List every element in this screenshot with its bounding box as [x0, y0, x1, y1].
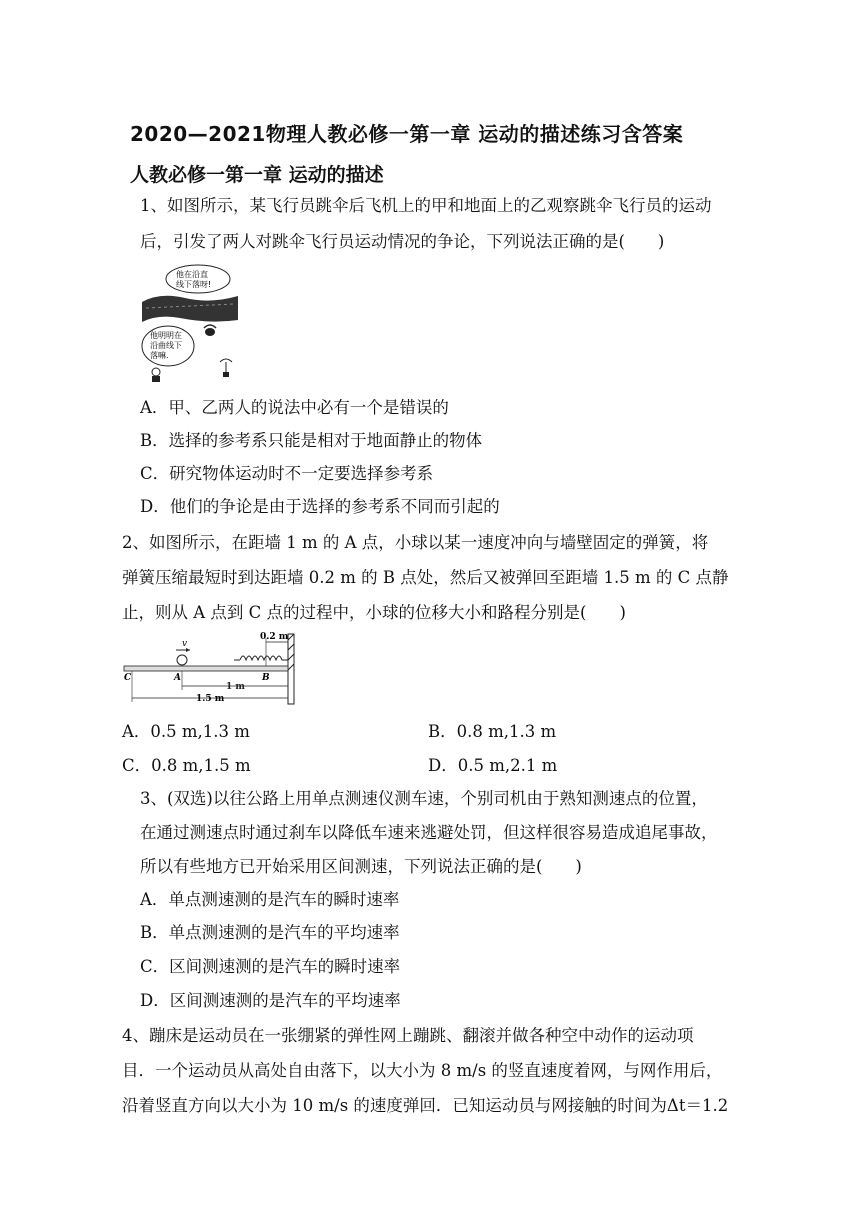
dim-1m-label: 1 m [226, 682, 245, 692]
q1-parachute-figure [140, 262, 240, 384]
bubble-bottom-line-3: 落嘛. [150, 351, 169, 360]
q3-option-a: A．单点测速测的是汽车的瞬时速率 [140, 890, 400, 909]
q1-option-d: D．他们的争论是由于选择的参考系不同而引起的 [140, 497, 500, 516]
bubble-bottom-line-2: 沿曲线下 [150, 341, 182, 350]
q3-stem-line-3: 所以有些地方已开始采用区间测速，下列说法正确的是( ) [140, 857, 582, 876]
q4-stem-line-3: 沿着竖直方向以大小为 10 m/s 的速度弹回．已知运动员与网接触的时间为Δt＝1.2 [122, 1096, 729, 1115]
q1-stem-line-2: 后，引发了两人对跳伞飞行员运动情况的争论，下列说法正确的是( ) [140, 232, 665, 251]
q3-option-c: C．区间测速测的是汽车的瞬时速率 [140, 957, 401, 976]
q2-stem-line-3: 止，则从 A 点到 C 点的过程中，小球的位移大小和路程分别是( ) [122, 603, 626, 622]
q1-option-c: C．研究物体运动时不一定要选择参考系 [140, 464, 434, 483]
q4-stem-line-2: 目．一个运动员从高处自由落下，以大小为 8 m/s 的竖直速度着网，与网作用后， [122, 1061, 723, 1080]
q1-option-b: B．选择的参考系只能是相对于地面静止的物体 [140, 431, 483, 450]
velocity-label: v [182, 639, 188, 649]
q2-stem-line-1: 2、如图所示，在距墙 1 m 的 A 点，小球以某一速度冲向与墙壁固定的弹簧，将 [122, 533, 709, 552]
bubble-top-line-2: 线下落呀! [176, 280, 212, 289]
bubble-bottom-line-1: 他明明在 [150, 331, 182, 340]
q3-stem-line-2: 在通过测速点时通过刹车以降低车速来逃避处罚，但这样很容易造成追尾事故， [140, 823, 718, 842]
q2-option-a: A．0.5 m,1.3 m [122, 722, 250, 741]
q2-option-d: D．0.5 m,2.1 m [428, 756, 558, 775]
dim-02m-label: 0.2 m [260, 632, 289, 642]
q3-option-b: B．单点测速测的是汽车的平均速率 [140, 923, 400, 942]
point-b-label: B [262, 673, 270, 683]
q3-option-d: D．区间测速测的是汽车的平均速率 [140, 991, 401, 1010]
q2-spring-figure [122, 630, 298, 706]
point-c-label: C [124, 673, 132, 683]
document-title: 2020—2021物理人教必修一第一章 运动的描述练习含答案 [130, 122, 684, 146]
q1-option-a: A．甲、乙两人的说法中必有一个是错误的 [140, 398, 449, 417]
bubble-top-line-1: 他在沿直 [176, 270, 208, 279]
section-heading: 人教必修一第一章 运动的描述 [130, 164, 384, 186]
q2-option-c: C．0.8 m,1.5 m [122, 756, 251, 775]
q2-option-b: B．0.8 m,1.3 m [428, 722, 557, 741]
q4-stem-line-1: 4、蹦床是运动员在一张绷紧的弹性网上蹦跳、翻滚并做各种空中动作的运动项 [122, 1026, 694, 1045]
q3-stem-line-1: 3、(双选)以往公路上用单点测速仪测车速，个别司机由于熟知测速点的位置， [140, 789, 708, 808]
point-a-label: A [174, 673, 181, 683]
q2-stem-line-2: 弹簧压缩最短时到达距墙 0.2 m 的 B 点处，然后又被弹回至距墙 1.5 m 的 C 点静 [122, 568, 729, 587]
q1-stem-line-1: 1、如图所示，某飞行员跳伞后飞机上的甲和地面上的乙观察跳伞飞行员的运动 [140, 196, 712, 215]
dim-15m-label: 1.5 m [196, 694, 225, 704]
